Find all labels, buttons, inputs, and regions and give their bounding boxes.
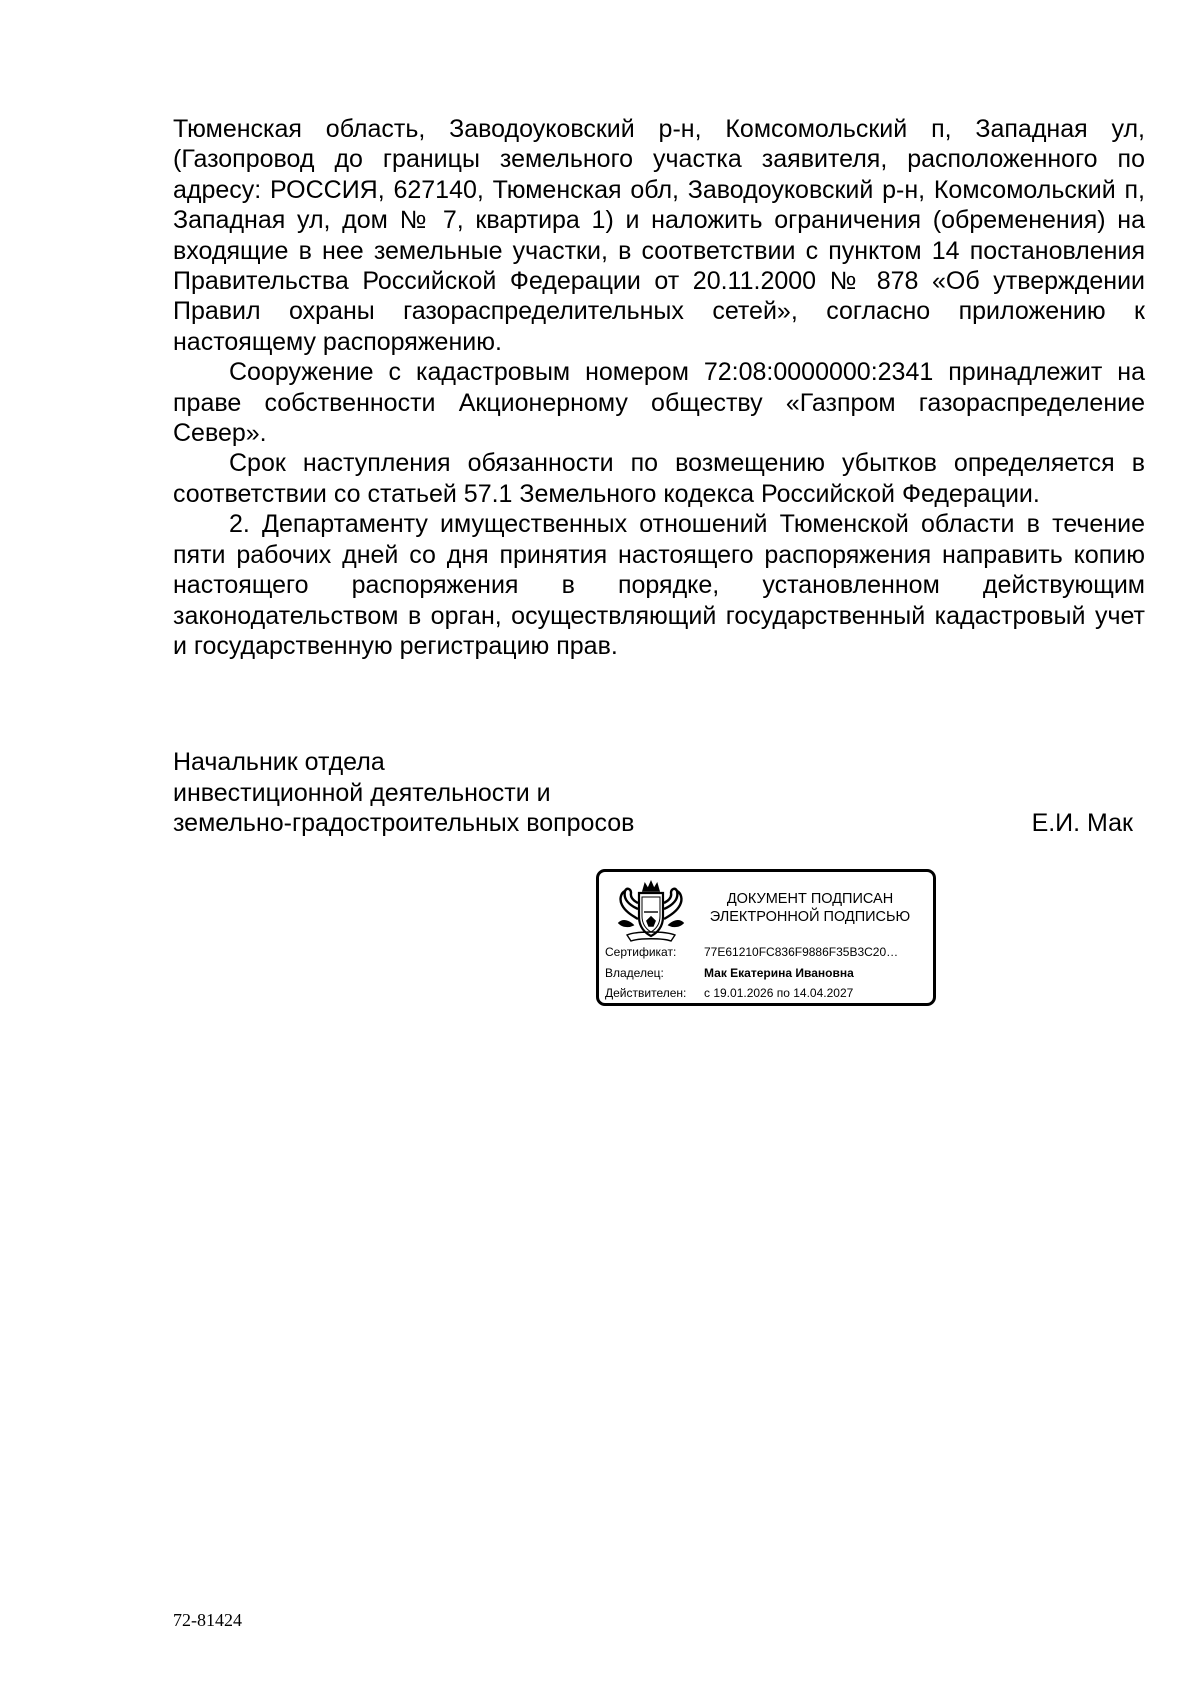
owner-label: Владелец:	[605, 966, 664, 980]
stamp-header-line-2: ЭЛЕКТРОННОЙ ПОДПИСЬЮ	[709, 909, 911, 925]
signatory-position-line-1: Начальник отдела	[173, 748, 385, 776]
stamp-certificate-row	[605, 945, 898, 959]
signatory-position-line-2: инвестиционной деятельности и	[173, 778, 551, 807]
body-paragraph-4: 2. Департаменту имущественных отношений Тюменской области в течение пяти рабочих дней со дня принятия настоящего распоряжения направить копию настоящего распоряжения в порядке, установленном действующим законодательством в орган, осуществляющий государственный кадастровый учет и государственную регистрацию прав.	[173, 510, 1145, 660]
stamp-header	[693, 890, 927, 926]
stamp-validity-row	[605, 986, 853, 1000]
stamp-header-line-1: ДОКУМЕНТ ПОДПИСАН	[726, 891, 894, 907]
certificate-label: Сертификат:	[605, 945, 677, 959]
document-number: 72-81424	[173, 1610, 242, 1630]
validity-value: с 19.01.2026 по 14.04.2027	[704, 986, 854, 1000]
body-paragraph-1: Тюменская область, Заводоуковский р-н, Комсомольский п, Западная ул, (Газопровод до границы земельного участка заявителя, расположенного по адресу: РОССИЯ, 627140, Тюменская обл, Заводоуковский р-н, Комсомольский п, Западная ул, дом № 7, квартира 1) и наложить ограничения (обременения) на входящие в нее земельные участки, в соответствии с пунктом 14 постановления Правительства Российской Федерации от 20.11.2000 № 878 «Об утверждении Правил охраны газораспределительных сетей», согласно приложению к настоящему распоряжению.	[173, 115, 1145, 356]
validity-label: Действителен:	[605, 986, 687, 1000]
body-paragraph-2: Сооружение с кадастровым номером 72:08:0000000:2341 принадлежит на праве собственности Акционерному обществу «Газпром газораспределение Север».	[173, 358, 1145, 448]
signatory-name: Е.И. Мак	[1031, 809, 1133, 837]
document-body	[173, 114, 1145, 661]
signatory-position-line-3: земельно-градостроительных вопросов	[173, 809, 635, 837]
owner-value: Мак Екатерина Ивановна	[704, 966, 854, 980]
stamp-owner-row	[605, 966, 854, 980]
signature-block	[173, 747, 1133, 839]
certificate-value: 77E61210FC836F9886F35B3C20…	[704, 945, 899, 959]
body-paragraph-3: Срок наступления обязанности по возмещению убытков определяется в соответствии со статьей 57.1 Земельного кодекса Российской Федерации.	[173, 449, 1145, 508]
electronic-signature-stamp	[596, 869, 936, 1006]
coat-of-arms-icon	[611, 879, 691, 945]
